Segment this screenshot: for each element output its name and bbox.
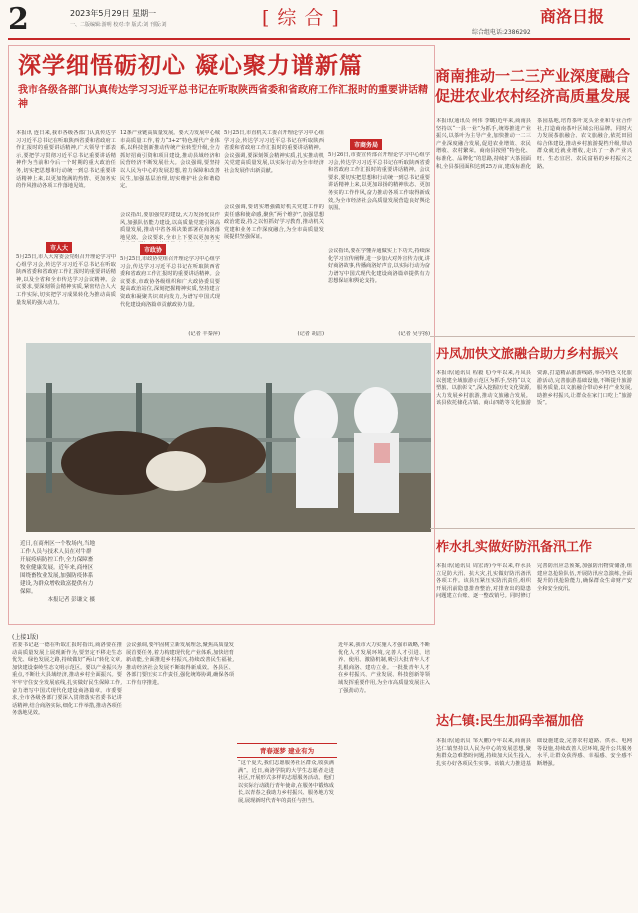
photo-caption-block <box>20 540 95 610</box>
main-para-agencies: 5月25日,市直机关工委召开理论学习中心组学习会,传达学习习近平总书记在听取陕西省委和省政府工作汇报时的重要讲话精神。会议强调,要深刻领会精神实质,扎实推动机关党建高质量发展,以实际行动为全市经济社会发展作出新贡献。 <box>224 130 324 174</box>
photo-caption: 近日,在商州区一个牧场内,当地工作人员与技术人员在对牛群开展疫病防控工作,全力保障畜牧业健康发展。近年来,商州区围绕畜牧业发展,加强防疫体系建设,为群众增收致富提供有力保障。 <box>20 541 95 595</box>
bottom-col-2: 会议强调,要牢固树立新发展理念,聚焦高质量发展首要任务,着力构建现代化产业体系,加快培育新动能,全面推进乡村振兴,持续改善民生福祉,推动经济社会发展不断取得新成效。各县区、各部门要压实工作责任,强化统筹协调,确保各项工作有序推进。 <box>126 642 234 686</box>
main-para-agencies-2: 会议强调,要切实增强做好机关党建工作的责任感和使命感,聚焦“两个维护”,加强思想政治建设,持之以恒抓好学习教育,推动机关党建和业务工作深度融合,为全市高质量发展提供坚强保证。 <box>224 204 324 241</box>
right-article-1-title-line1: 商南推动一二三产业深度融合 <box>435 67 631 85</box>
main-para-commerce: 5月26日,市委宣传部召开理论学习中心组学习会,传达学习习近平总书记在听取陕西省委和省政府工作汇报时的重要讲话精神。会议要求,要切实把思想和行动统一到总书记重要讲话精神上来,以更加昂扬的精神状态、更加务实的工作作风,奋力推动各项工作取得新成效,为全市经济社会高质量发展营造良好舆论氛围。 <box>328 152 430 212</box>
right-article-2-title: 丹凤加快文旅融合助力乡村振兴 <box>436 347 619 362</box>
right-article-3-title: 柞水扎实做好防汛备汛工作 <box>436 540 593 555</box>
author-credit-c: (记者 吴宇扬) <box>398 331 430 337</box>
main-story-subtitle: 我市各级各部门认真传达学习习近平总书记在听取陕西省委和省政府工作汇报时的重要讲话精神 <box>18 85 428 110</box>
subhead-tag-people-congress: 市人大 <box>46 242 72 253</box>
masthead-rule <box>8 38 630 40</box>
right-article-3-body: 本报讯(通讯员 周宏涛)今年以来,柞水县立足防大汛、抗大灾,扎实做好防汛备汛各项工作。该县压紧压实防汛责任,组织开展汛前隐患排查整治,对排查出的隐患问题建立台账、逐一整改销号。同时修订完善防汛应急预案,加强防汛物资储备,组建应急抢险队伍,开展防汛应急演练,全面提升防汛抢险能力,确保群众生命财产安全和安全度汛。 <box>436 563 632 600</box>
main-para-cppcc: 5月25日,市政协党组召开理论学习中心组学习会,传达学习习近平总书记在听取陕西省委和省政府工作汇报时的重要讲话精神。会议要求,市政协各级组织和广大政协委员要提高政治站位,深刻把握精神实质,坚持建言资政和凝聚共识双向发力,为谱写中国式现代化建设商洛篇章贡献政协力量。 <box>120 256 220 308</box>
issue-date: 2023年5月29日 星期一 <box>70 9 157 18</box>
author-credit-a: (记者 丰秦萍) <box>188 331 220 337</box>
newspaper-brand: 商洛日报 <box>540 7 605 26</box>
subhead-tag-cppcc: 市政协 <box>140 244 166 255</box>
section-name: [综合] <box>262 7 347 29</box>
bottom-col-1: 省委书记赵一德在听取汇报时指出,商洛要在推动高质量发展上展现新作为,要坚定不移走生态优先、绿色发展之路,持续做好“两山”转化文章,加快建设秦岭生态文明示范区。要以产业振兴为重点,不断壮大县域经济,推动乡村全面振兴。要牢牢守住安全发展底线,扎实做好民生保障工作,奋力谱写中国式现代化建设商洛篇章。市委要求,全市各级各部门要深入贯彻落实省委书记讲话精神,结合商洛实际,细化工作举措,推动各项任务落地见效。 <box>12 642 122 717</box>
right-article-1-body: 本报讯(通讯员 何伟 李璐)近年来,商南县坚持以“一县一业”为抓手,统筹推进产业振兴,以茶叶为主导产业,加快推动一二三产业深度融合发展,促进农业增效、农民增收、农村繁荣。商南县按照“特色化、标准化、品牌化”的思路,持续扩大茶园面积,全县茶园面积达到25万亩,建成标准化茶园基地,培育茶叶龙头企业和专业合作社,打造商南茶叶区域公用品牌。同时大力发展茶旅融合、农文旅融合,依托田园综合体建设,推动乡村旅游提档升级,带动群众就近就业增收,走出了一条产业兴旺、生态宜居、农民富裕的乡村振兴之路。 <box>436 118 632 170</box>
main-story-header <box>18 52 430 112</box>
news-photo-cattle-vaccination <box>26 343 431 532</box>
bottom-col-3: “这个夏天,我们志愿服务社区群众,收获满满”。近日,商洛学院的大学生志愿者走进社区,开展形式多样的志愿服务活动。他们以实际行动践行青年使命,在服务中锻炼成长,以青春之我助力乡村振兴、服务地方发展,展现新时代青年的责任与担当。 <box>238 760 334 804</box>
main-para-industry: 12条产业链高质量发展。要大力发展中心城市高质量工作,着力“3+2”特色现代产业体系,以科技创新推动传统产业转型升级,全力抓好招商引资和项目建设,推动县域经济和民营经济不断发展壮大。会议强调,要坚持以人民为中心的发展思想,着力保障和改善民生,加强基层治理,切实维护社会和谐稳定。 <box>120 130 220 190</box>
right-separator-2 <box>430 528 635 529</box>
photo-illustration <box>26 343 431 532</box>
author-credit-b: (记者 胡洁) <box>297 331 324 337</box>
bottom-right-body: 本报讯(通讯员 邹大鹏)今年以来,商南县达仁镇坚持以人民为中心的发展思想,聚焦群众急难愁盼问题,持续加大民生投入,扎实办好各项民生实事。该镇大力推进基础设施建设,完善农村道路、供水、电网等设施,持续改善人居环境,提升公共服务水平,让群众获得感、幸福感、安全感不断增强。 <box>436 738 632 767</box>
continued-from-tag: (上接1版) <box>12 634 39 641</box>
main-para-party: 会议指出,要加强党的建设,大力发扬优良作风,加强队伍能力建设,以高质量党建引领高质量发展,推动中省各项决策部署在商洛落地见效。会议要求,全市上下要以更加务实 <box>120 212 220 241</box>
edition-info: 综合组电话:2386292 <box>472 29 531 36</box>
main-para-commerce-2: 会议指出,要在学懂弄通做实上下功夫,持续深化学习宣传阐释,进一步加大对外宣传力度,讲好商洛故事,传播商洛好声音,以实际行动为奋力谱写中国式现代化建设商洛篇章提供有力思想保证和舆论支持。 <box>328 248 430 285</box>
right-article-1-title <box>435 66 635 106</box>
main-para-intro: 本报讯 连日来,我市各级各部门认真传达学习习近平总书记在听取陕西省委和省政府工作汇报时的重要讲话精神,广大领导干部表示,要把学习贯彻习近平总书记重要讲话精神作为当前和今后一个时期的重大政治任务,切实把思想和行动统一到总书记重要讲话精神上来,以更加饱满的热情、更加务实的作风推动各项工作落地见效。 <box>16 130 116 190</box>
page-number: 2 <box>8 2 29 37</box>
bottom-mid-heading: 青春逐梦 建业有为 <box>237 743 337 758</box>
bottom-col-4: 近年来,我市大力实施人才强市战略,不断优化人才发展环境,完善人才引进、培养、使用、激励机制,吸引大批青年人才扎根商洛、建功立业。一批批青年人才在乡村振兴、产业发展、科技创新等领域发挥重要作用,为全市高质量发展注入了强劲动力。 <box>338 642 430 694</box>
subhead-tag-commerce: 市商务局 <box>350 139 382 150</box>
bottom-right-title: 达仁镇:民生加码幸福加倍 <box>436 714 584 729</box>
masthead-editors: 一、二版编辑:游明 校对:李 版式:刘 刊版:刘 <box>70 22 167 28</box>
photo-credit: 本报记者 彭谦文 摄 <box>47 597 95 603</box>
main-story-title: 深学细悟砺初心 凝心聚力谱新篇 <box>18 52 364 79</box>
right-article-2-body: 本报讯(通讯员 程毅飞)今年以来,丹凤县以创建全域旅游示范区为抓手,坚持“以文塑旅、以旅彰文”,深入挖掘历史文化资源,大力发展乡村旅游,推动文旅融合发展。该县依托棣花古镇、商山四皓等文化旅游资源,打造精品旅游线路,举办特色文化旅游活动,完善旅游基础设施,不断提升旅游服务质量,以文旅融合带动乡村产业发展,助推乡村振兴,让群众在家门口吃上“旅游饭”。 <box>436 370 632 407</box>
right-article-1-title-line2: 促进农业农村经济高质量发展 <box>435 87 631 105</box>
main-para-people-congress: 5月25日,市人大常委会党组召开理论学习中心组学习会,传达学习习近平总书记在听取陕西省委和省政府工作汇报时的重要讲话精神,以及全省和全市传达学习会议精神。会议要求,要深刻领会精神实质,紧密结合人大工作实际,切实把学习成果转化为推动高质量发展的强大动力。 <box>16 254 116 306</box>
masthead <box>0 0 638 40</box>
right-separator-1 <box>430 336 635 337</box>
